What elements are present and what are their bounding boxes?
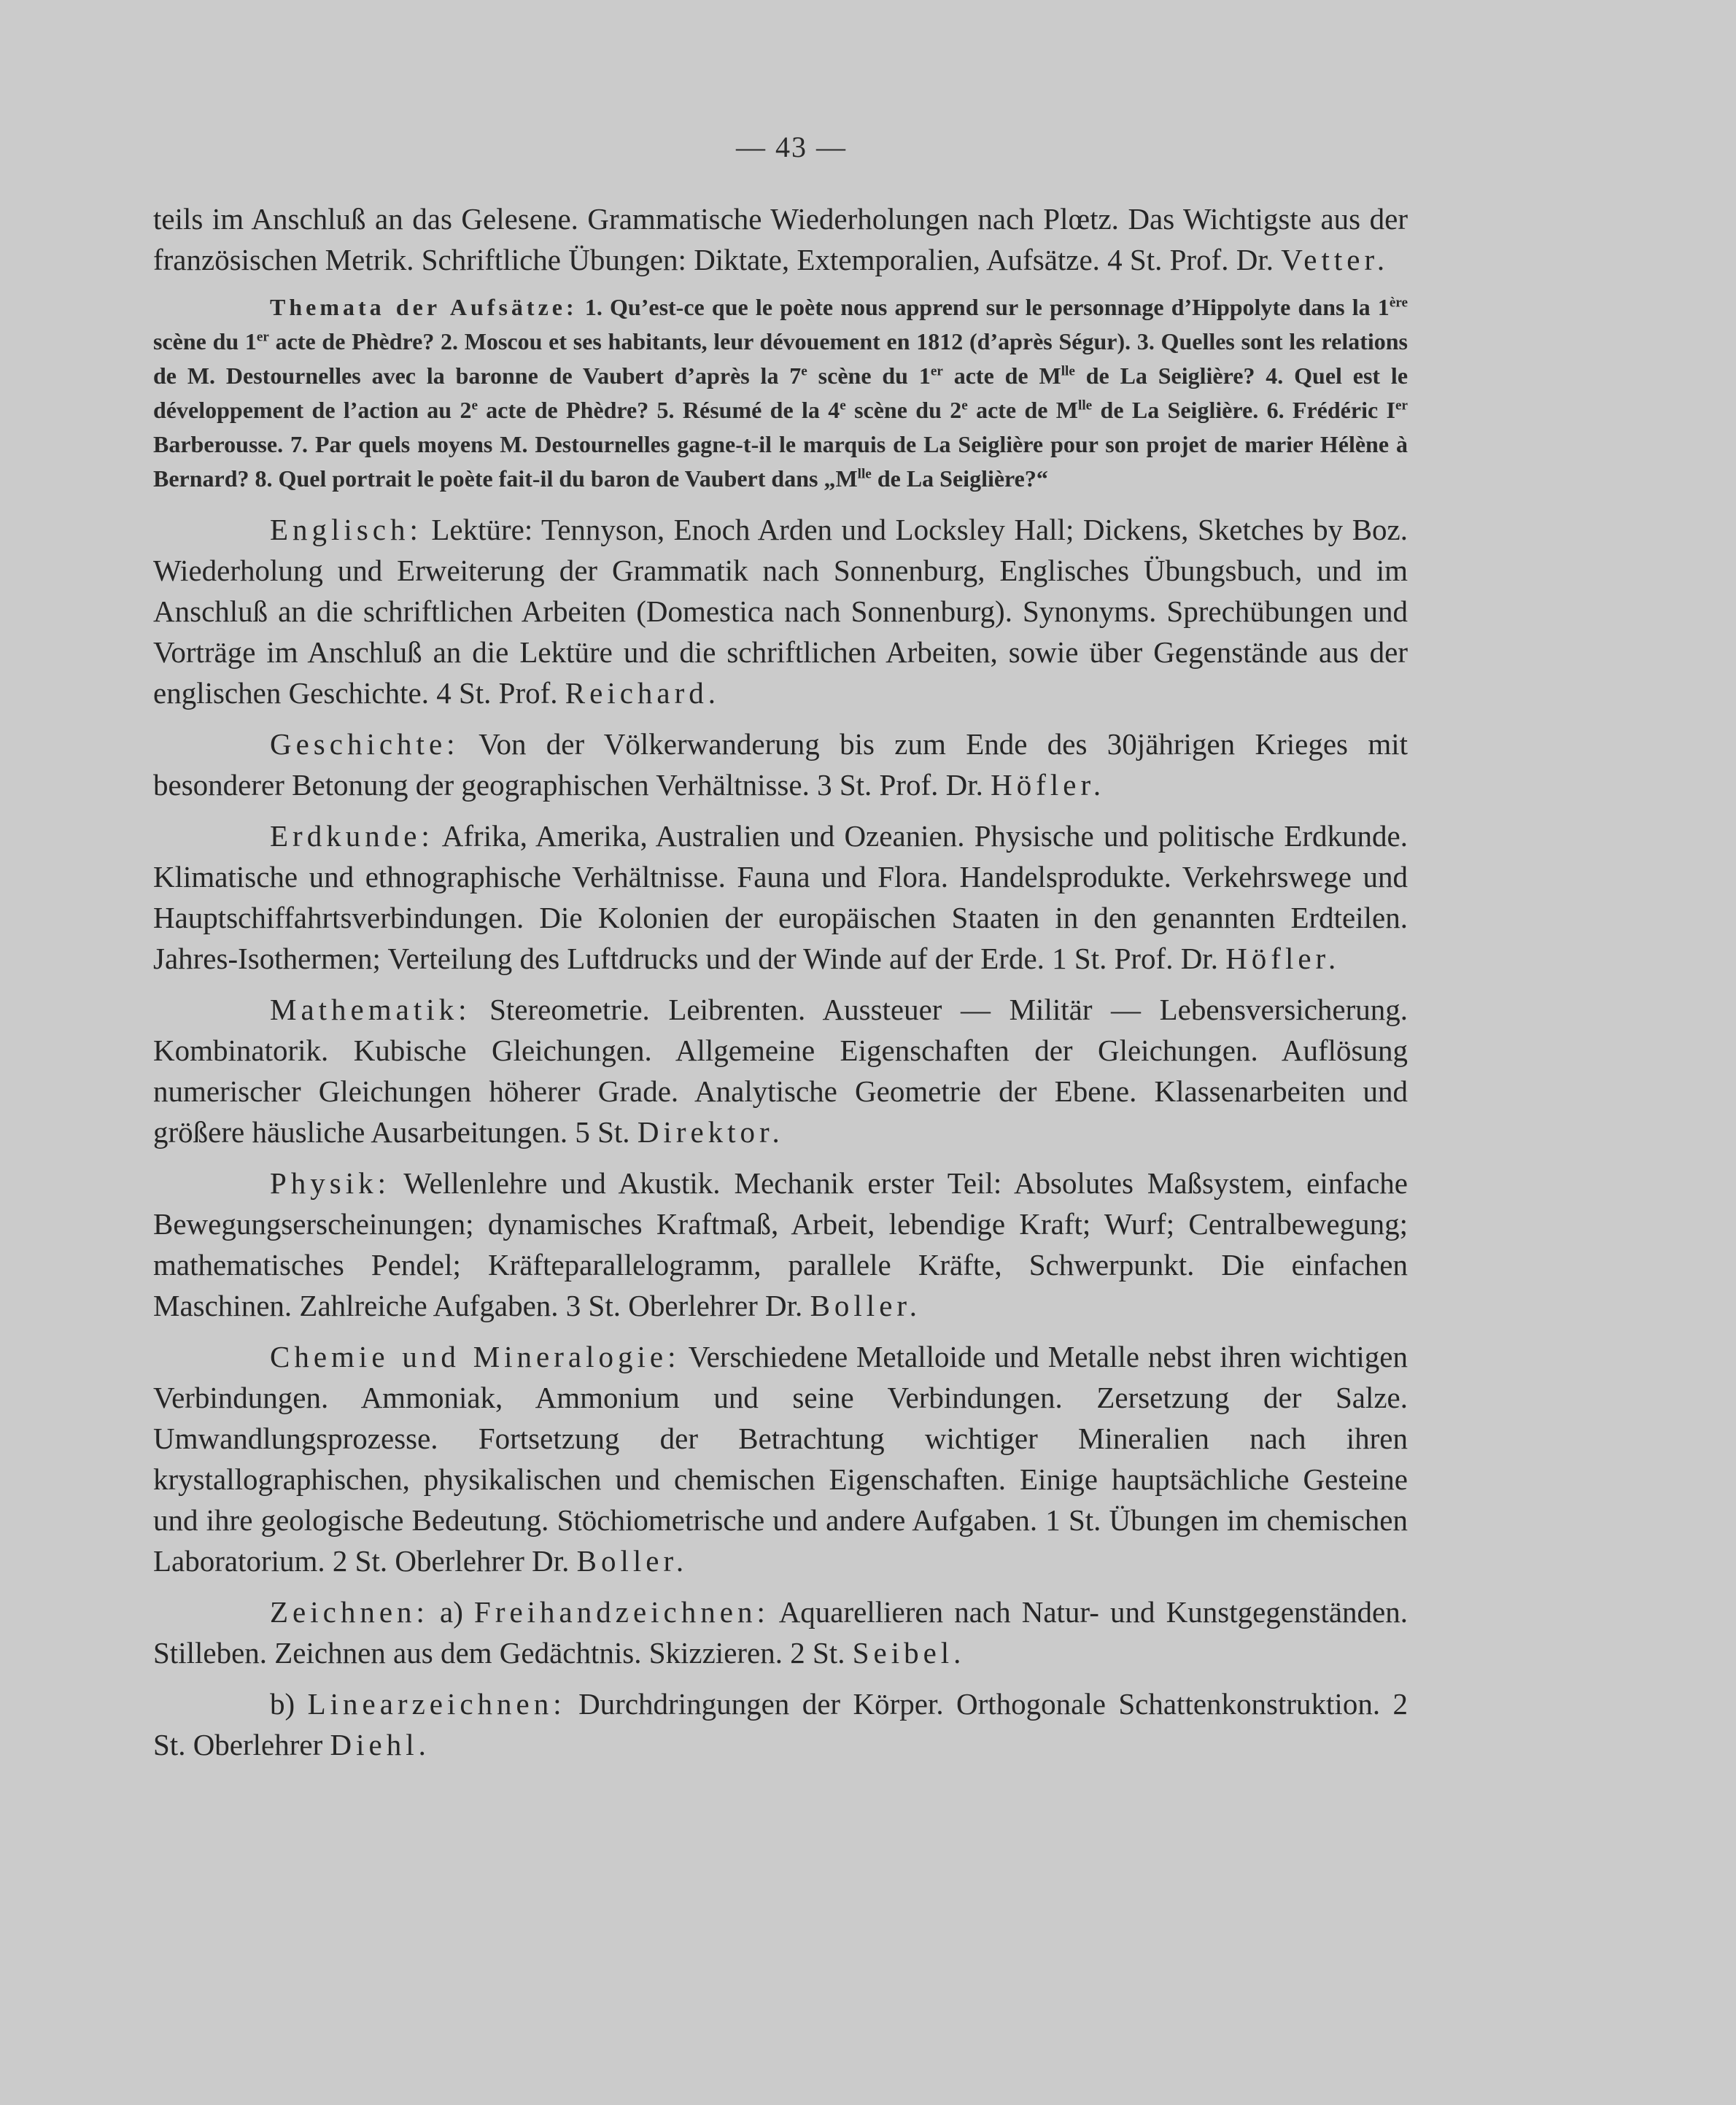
superscript: e bbox=[840, 398, 846, 414]
teacher-name: Direktor. bbox=[637, 1115, 784, 1149]
physik-text: Wellenlehre und Akustik. Mechanik erster Teil: Absolutes Maßsystem, einfache Bewegungserscheinungen; dynamisches Kraftmaß, Arbeit, lebendige Kraft; Wurf; Centralbewegung; mathematisches Pendel; Kräfteparallelogramm, parallele Kräfte, Schwerpunkt. Die einfachen Maschinen. Zahlreiche Aufgaben. 3 St. Oberlehrer Dr. bbox=[153, 1166, 1408, 1322]
themata-text: scène du 1 bbox=[807, 363, 931, 389]
geschichte-text: Von der Völkerwanderung bis zum Ende des 30jährigen Krieges mit besonderer Betonung der geographischen Verhältnisse. 3 St. Prof. Dr. bbox=[153, 727, 1408, 802]
page-number: — 43 — bbox=[736, 131, 847, 163]
intro-text: teils im Anschluß an das Gelesene. Grammatische Wiederholungen nach Plœtz. Das Wichtigste aus der französischen Metrik. Schriftliche Übungen: Diktate, Extemporalien, Aufsätze. 4 St. Prof. Dr. bbox=[153, 202, 1408, 276]
teacher-name: Höfler. bbox=[1225, 942, 1341, 975]
page-body bbox=[153, 198, 1408, 1765]
freihand-text: Aquarellieren nach Natur- und Kunstgegenständen. Stilleben. Zeichnen aus dem Gedächtnis. Skizzieren. 2 St. bbox=[153, 1595, 1408, 1670]
section-label-erdkunde: Erdkunde: bbox=[270, 819, 434, 853]
paragraph-linearzeichnen bbox=[153, 1683, 1408, 1765]
teacher-name: Boller. bbox=[810, 1289, 922, 1322]
superscript: lle bbox=[857, 466, 872, 482]
themata-text: Barberousse. 7. Par quels moyens M. Destournelles gagne-t-il le marquis de La Seiglière pour son projet de marier Hélène à Bernard? 8. Quel portrait le poète fait-il du baron de Vaubert dans „M bbox=[153, 431, 1408, 492]
section-label-englisch: Englisch: bbox=[270, 513, 422, 546]
section-label-freihand: Freihandzeichnen: bbox=[474, 1595, 770, 1629]
themata-text: acte de Phèdre? 5. Résumé de la 4 bbox=[477, 397, 840, 423]
section-label-zeichnen: Zeichnen: bbox=[270, 1595, 429, 1629]
themata-text: scène du 2 bbox=[845, 397, 962, 423]
superscript: er bbox=[930, 363, 943, 379]
paragraph-englisch bbox=[153, 509, 1408, 713]
paragraph-erdkunde bbox=[153, 815, 1408, 979]
section-label-mathematik: Mathematik: bbox=[270, 993, 471, 1026]
englisch-text: Lektüre: Tennyson, Enoch Arden und Locksley Hall; Dickens, Sketches by Boz. Wiederholung und Erweiterung der Grammatik nach Sonnenburg, Englisches Übungsbuch, und im Anschluß an die schriftlichen Arbeiten (Domestica nach Sonnenburg). Synonyms. Sprechübungen und Vorträge im Anschluß an die Lektüre und die schriftlichen Arbeiten, sowie über Gegenstände aus der englischen Geschichte. 4 St. Prof. bbox=[153, 513, 1408, 710]
zeichnen-a: a) bbox=[428, 1595, 475, 1629]
themata-text: de La Seiglière. 6. Frédéric I bbox=[1092, 397, 1395, 423]
superscript: lle bbox=[1061, 363, 1075, 379]
paragraph-themata bbox=[153, 290, 1408, 496]
superscript: lle bbox=[1078, 398, 1093, 414]
chemie-text: Verschiedene Metalloide und Metalle nebst ihren wichtigen Verbindungen. Ammoniak, Ammonium und seine Verbindungen. Zersetzung der Salze. Umwandlungsprozesse. Fortsetzung der Betrachtung wichtiger Mineralien nach ihren krystallographischen, physikalischen und chemischen Eigenschaften. Einige hauptsächliche Gesteine und ihre geologische Bedeutung. Stöchiometrische und andere Aufgaben. 1 St. Übungen im chemischen Laboratorium. 2 St. Oberlehrer Dr. bbox=[153, 1340, 1408, 1578]
teacher-name: Diehl. bbox=[330, 1728, 430, 1761]
linear-text: Durchdringungen der Körper. Orthogonale Schattenkonstruktion. 2 St. Oberlehrer bbox=[153, 1687, 1408, 1761]
section-label-chemie: Chemie und Mineralogie: bbox=[270, 1340, 681, 1373]
teacher-name: Seibel. bbox=[852, 1636, 966, 1670]
paragraph-chemie bbox=[153, 1336, 1408, 1581]
themata-text: acte de M bbox=[942, 363, 1061, 389]
themata-text: acte de Phèdre? 2. Moscou et ses habitants, leur dévouement en 1812 (d’après Ségur). 3. Quelles sont les relations de M. Destournelles avec la baronne de Vaubert d’après la 7 bbox=[153, 328, 1408, 389]
superscript: e bbox=[801, 363, 807, 379]
themata-text: acte de M bbox=[967, 397, 1079, 423]
section-label-themata: Themata der Aufsätze: bbox=[270, 294, 578, 320]
section-label-geschichte: Geschichte: bbox=[270, 727, 460, 761]
paragraph-geschichte bbox=[153, 724, 1408, 805]
teacher-name: Vetter. bbox=[1281, 243, 1390, 276]
paragraph-mathematik bbox=[153, 989, 1408, 1152]
paragraph-physik bbox=[153, 1163, 1408, 1326]
teacher-name: Höfler. bbox=[991, 768, 1106, 802]
teacher-name: Boller. bbox=[576, 1544, 689, 1578]
mathematik-text: Stereometrie. Leibrenten. Aussteuer — Militär — Lebensversicherung. Kombinatorik. Kubische Gleichungen. Allgemeine Eigenschaften der Gleichungen. Auflösung numerischer Gleichungen höherer Grade. Analytische Geometrie der Ebene. Klassenarbeiten und größere häusliche Ausarbeitungen. 5 St. bbox=[153, 993, 1408, 1149]
section-label-physik: Physik: bbox=[270, 1166, 391, 1200]
superscript: e bbox=[961, 398, 968, 414]
superscript: er bbox=[1395, 398, 1408, 414]
teacher-name: Reichard. bbox=[565, 676, 721, 710]
erdkunde-text: Afrika, Amerika, Australien und Ozeanien. Physische und politische Erdkunde. Klimatische und ethnographische Verhältnisse. Fauna und Flora. Handelsprodukte. Verkehrswege und Hauptschiffahrtsverbindungen. Die Kolonien der europäischen Staaten in den genannten Erdteilen. Jahres-Isothermen; Verteilung des Luftdrucks und der Winde auf der Erde. 1 St. Prof. Dr. bbox=[153, 819, 1408, 975]
linear-b: b) bbox=[270, 1687, 308, 1721]
themata-text: 1. Qu’est-ce que le poète nous apprend sur le personnage d’Hippolyte dans la 1 bbox=[577, 294, 1390, 320]
paragraph-zeichnen bbox=[153, 1592, 1408, 1673]
themata-text: de La Seiglière?“ bbox=[871, 465, 1048, 492]
paragraph-franzoesisch-continued bbox=[153, 198, 1408, 280]
superscript: ère bbox=[1389, 295, 1408, 311]
superscript: e bbox=[471, 398, 478, 414]
section-label-linear: Linearzeichnen: bbox=[307, 1687, 566, 1721]
superscript: er bbox=[256, 329, 269, 345]
themata-text: de La Seiglière? 4. Quel est le développement de l’action au 2 bbox=[153, 363, 1408, 423]
themata-text: scène du 1 bbox=[153, 328, 257, 354]
